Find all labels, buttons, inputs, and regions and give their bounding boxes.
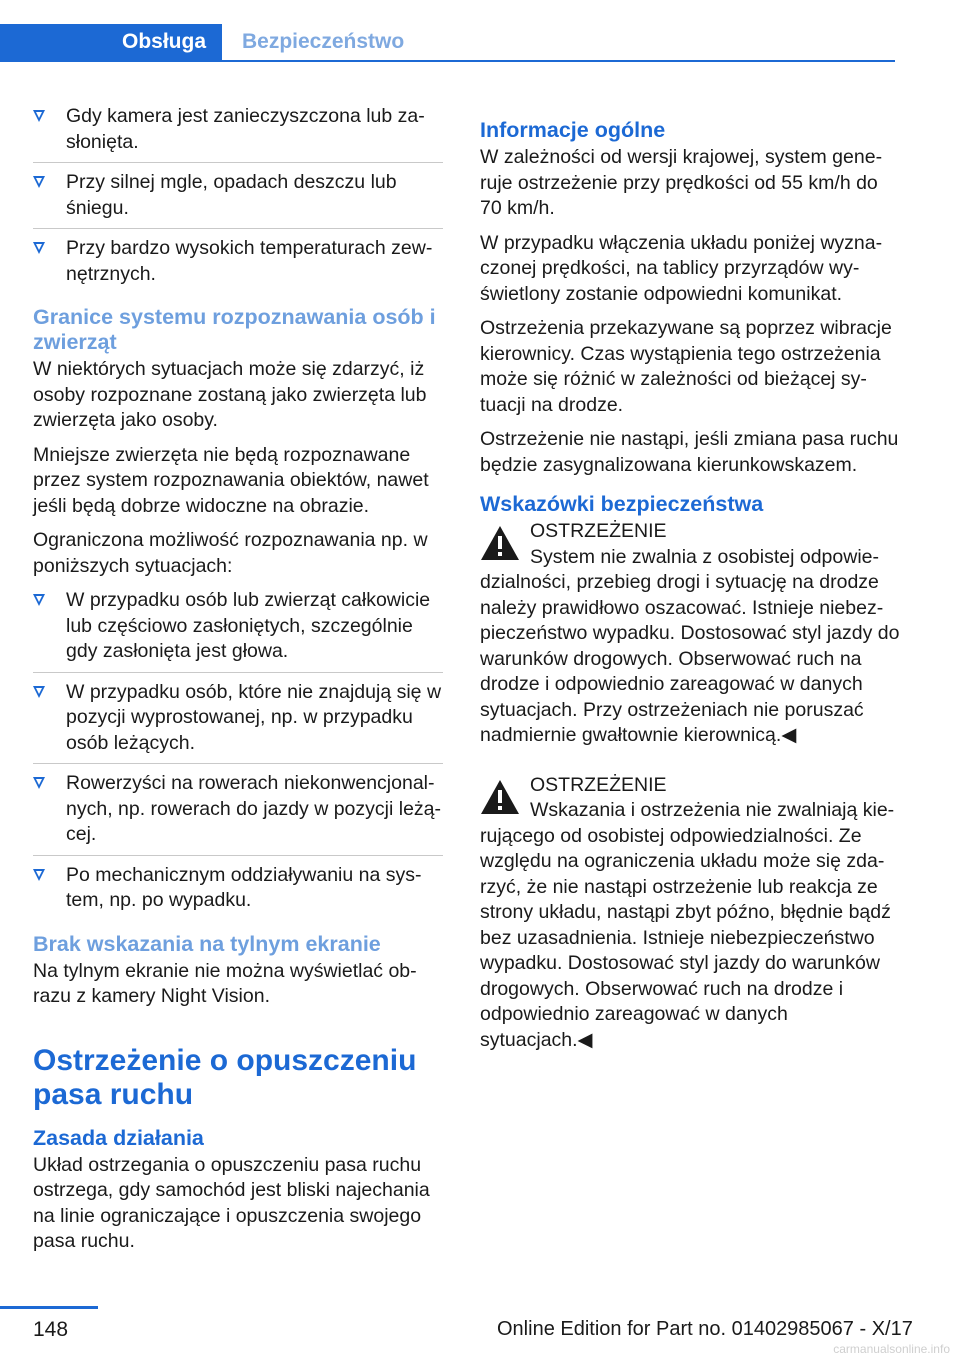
page-header xyxy=(0,24,895,62)
bullet-triangle-icon xyxy=(33,777,45,789)
heading-rear-screen: Brak wskazania na tylnym ekranie xyxy=(33,931,381,956)
tab-obsluga[interactable]: Obsługa xyxy=(0,24,222,60)
bullet-triangle-icon xyxy=(33,686,45,698)
page-number: 148 xyxy=(33,1318,69,1341)
list-item: Przy bardzo wysokich temperaturach zewnętrznych. xyxy=(33,236,443,287)
bullet-triangle-icon xyxy=(33,594,45,606)
heading-safety: Wskazówki bezpieczeństwa xyxy=(480,492,764,516)
right-column xyxy=(480,104,900,1067)
paragraph: W niektórych sytuacjach może się zdarzyć, iż osoby rozpoznane zostaną jako zwierzęta lub zwierzęta jako osoby. xyxy=(33,358,427,431)
heading-lane-departure: Ostrzeżenie o opuszczeniu pasa ruchu xyxy=(33,1043,417,1111)
list-item: Rowerzyści na rowerach niekonwencjonalnych, np. rowerach do jazdy w pozycji leżącej. xyxy=(33,771,443,856)
paragraph: Ograniczona możliwość rozpoznawania np. w poniższych sytuacjach: xyxy=(33,529,428,577)
warning-body: System nie zwalnia z osobistej odpowiedzialności, przebieg drogi i sytuację na drodze należy prawidłowo oszacować. Istnieje niebezpieczeństwo wypadku. Dostosować styl jazdy do warunków drogowych. Obserwować ruch na drodze i odpowiednio zareagować w danych sytuacjach. Przy ostrzeżeniach nie poruszać nadmiernie gwałtownie kierownicą.◀ xyxy=(480,545,900,746)
paragraph: W przypadku włączenia układu poniżej wyznaczonej prędkości, na tablicy przyrządów wyświetlony zostanie odpowiedni komunikat. xyxy=(480,231,883,305)
heading-limits: Granice systemu rozpoznawania osób i zwierząt xyxy=(33,305,436,354)
paragraph: Na tylnym ekranie nie można wyświetlać obrazu z kamery Night Vision. xyxy=(33,959,417,1007)
bullet-list-top xyxy=(33,104,443,287)
heading-general-info: Informacje ogólne xyxy=(480,118,666,142)
warning-triangle-icon xyxy=(480,779,520,815)
warning-title: OSTRZEŻENIE xyxy=(530,520,667,542)
left-column xyxy=(33,104,443,1264)
footer-divider xyxy=(0,1306,98,1309)
bullet-triangle-icon xyxy=(33,110,45,122)
list-item: W przypadku osób, które nie znajdują się w pozycji wyprostowanej, np. w przypadku osób leżących. xyxy=(33,680,443,765)
header-divider xyxy=(0,60,895,62)
list-item: Po mechanicznym oddziaływaniu na system, np. po wypadku. xyxy=(33,863,443,914)
list-item: Gdy kamera jest zanieczyszczona lub zasłonięta. xyxy=(33,104,443,163)
heading-principle: Zasada działania xyxy=(33,1125,204,1150)
bullet-triangle-icon xyxy=(33,176,45,188)
paragraph: Ostrzeżenia przekazywane są poprzez wibracje kierownicy. Czas wystąpienia tego ostrzeżenia może się różnić w zależności od bieżącej sytuacji na drodze. xyxy=(480,317,892,416)
paragraph: Mniejsze zwierzęta nie będą rozpoznawane przez system rozpoznawania obiektów, nawet jeśli będą dobrze widoczne na obrazie. xyxy=(33,443,429,517)
bullet-triangle-icon xyxy=(33,869,45,881)
paragraph: Ostrzeżenie nie nastąpi, jeśli zmiana pasa ruchu będzie zasygnalizowana kierunkowskazem. xyxy=(480,428,899,476)
watermark: carmanualsonline.info xyxy=(833,1342,950,1356)
edition-text: Online Edition for Part no. 01402985067 - X/17 xyxy=(497,1318,913,1340)
tab-bezpieczenstwo[interactable]: Bezpieczeństwo xyxy=(242,30,405,53)
warning-body-wrap xyxy=(480,798,900,1053)
bullet-list-limits xyxy=(33,588,443,914)
warning-triangle-icon xyxy=(480,525,520,561)
warning-block-1 xyxy=(480,519,900,749)
paragraph: W zależności od wersji krajowej, system generuje ostrzeżenie przy prędkości od 55 km/h do 70 km/h. xyxy=(480,146,883,219)
warning-body-wrap xyxy=(480,545,900,749)
list-item: W przypadku osób lub zwierząt całkowicie lub częściowo zasłoniętych, szczególnie gdy zasłonięta jest głowa. xyxy=(33,588,443,673)
bullet-triangle-icon xyxy=(33,242,45,254)
warning-body: Wskazania i ostrzeżenia nie zwalniają kierującego od osobistej odpowiedzialności. Ze względu na ograniczenia układu może się zdarzyć, że nie nastąpi ostrzeżenie lub reakcja ze strony układu, nastąpi zbyt późno, błędnie bądź bez uzasadnienia. Istnieje niebezpieczeństwo wypadku. Dostosować styl jazdy do warunków drogowych. Obserwować ruch na drodze i odpowiednio zareagować w danych sytuacjach.◀ xyxy=(480,799,895,1051)
list-item: Przy silnej mgle, opadach deszczu lub śniegu. xyxy=(33,170,443,229)
warning-block-2 xyxy=(480,773,900,1054)
paragraph: Układ ostrzegania o opuszczeniu pasa ruchu ostrzega, gdy samochód jest bliski najechania na linie ograniczające i opuszczenia swojego pasa ruchu. xyxy=(33,1153,430,1252)
warning-title: OSTRZEŻENIE xyxy=(530,773,667,796)
